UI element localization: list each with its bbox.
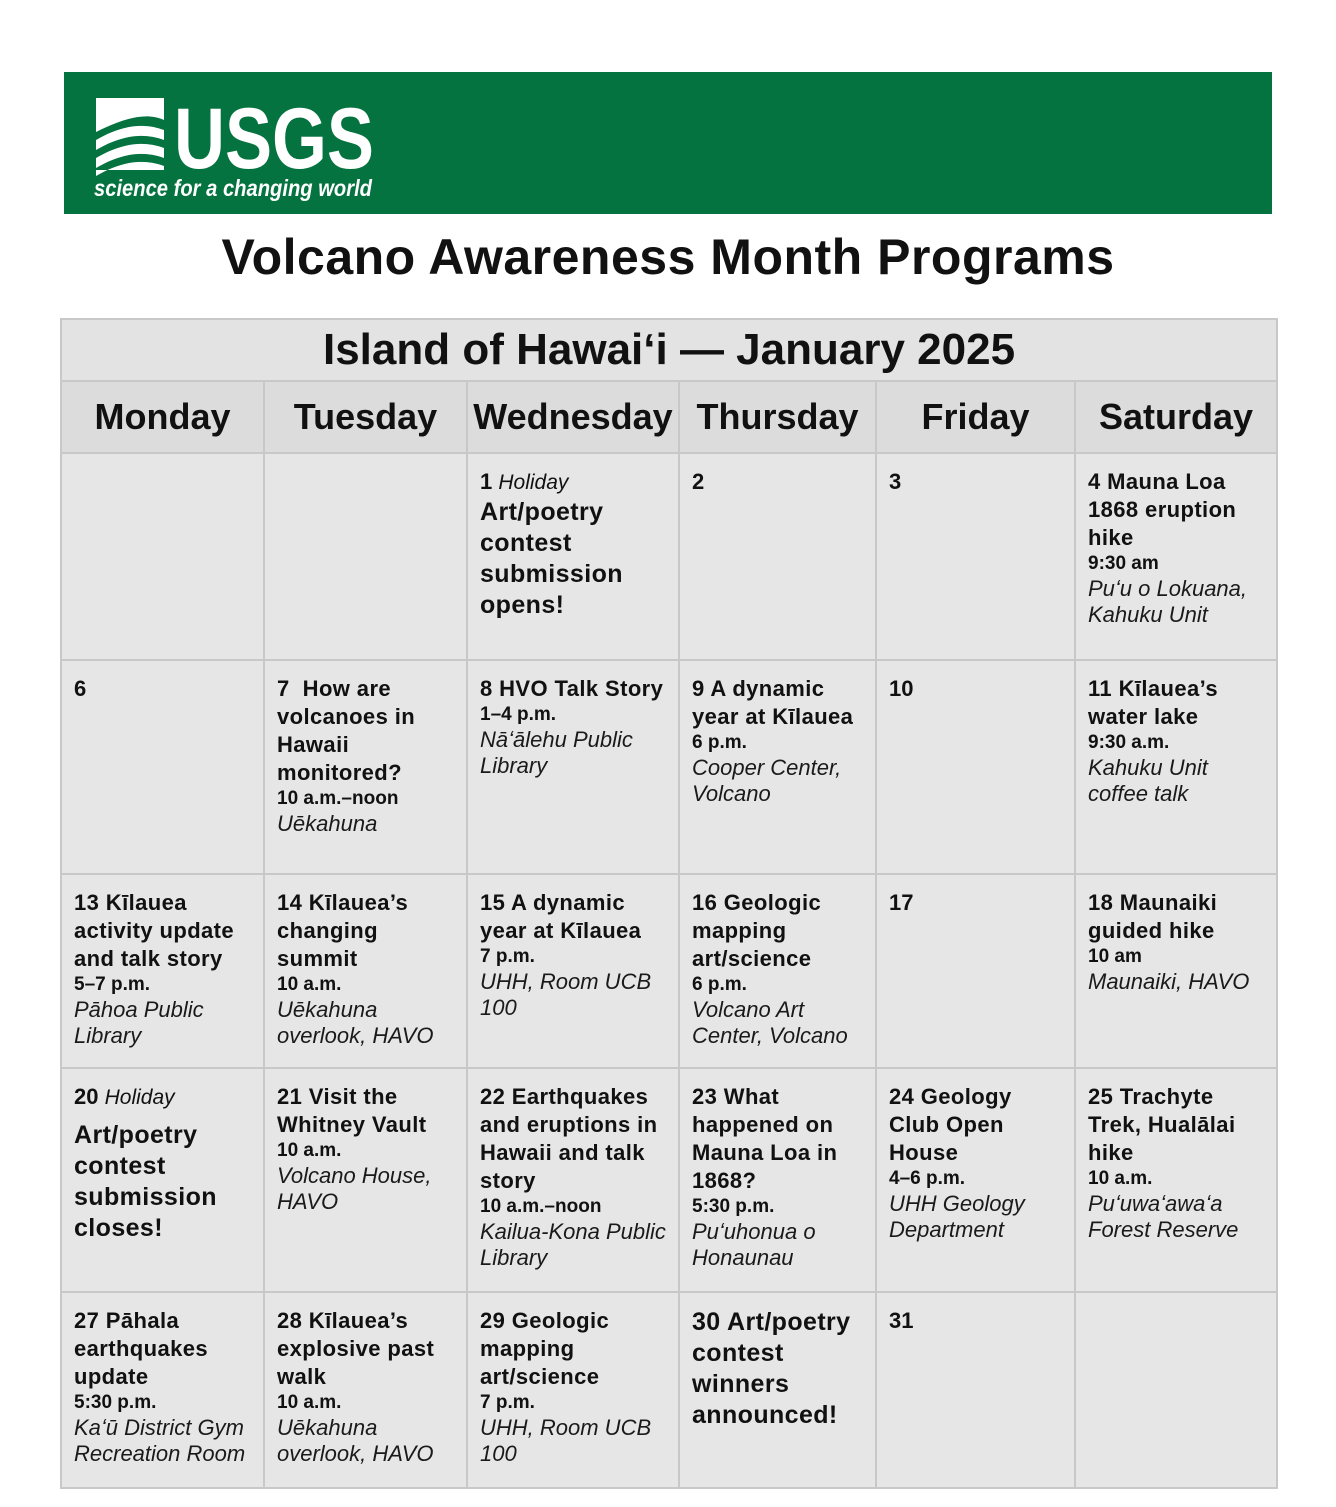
event-announcement: Art/poetry contest submission opens! [480, 498, 623, 619]
event-location: Puʻuhonua o Honaunau [692, 1219, 816, 1270]
event-location: Uēkahuna overlook, HAVO [277, 997, 434, 1048]
day-cell-30 [679, 1292, 876, 1488]
day-number: 2 [692, 469, 705, 494]
event-time: 4–6 p.m. [889, 1168, 966, 1189]
day-number: 17 [889, 890, 914, 915]
event-time: 5–7 p.m. [74, 974, 151, 995]
day-cell-1 [467, 453, 679, 660]
event-location: Volcano Art Center, Volcano [692, 997, 848, 1048]
day-cell-11 [1075, 660, 1277, 874]
event-title: 22 Earthquakes and eruptions in Hawaii and talk story [480, 1084, 658, 1193]
event-title: 23 What happened on Mauna Loa in 1868? [692, 1084, 838, 1193]
day-cell-8 [467, 660, 679, 874]
day-cell-10 [876, 660, 1075, 874]
usgs-logo-text: USGS [174, 94, 374, 187]
day-number: 20 [74, 1084, 99, 1109]
day-cell-9 [679, 660, 876, 874]
day-cell-25 [1075, 1068, 1277, 1292]
day-number: 31 [889, 1308, 914, 1333]
event-location: Cooper Center, Volcano [692, 755, 842, 806]
event-time: 10 a.m.–noon [277, 788, 399, 809]
event-time: 7 p.m. [480, 946, 535, 967]
day-cell-16 [679, 874, 876, 1068]
event-time: 10 a.m. [277, 1392, 342, 1413]
usgs-logo [94, 94, 384, 204]
event-location: Puʻuwaʻawaʻa Forest Reserve [1088, 1191, 1239, 1242]
usgs-tagline: science for a changing world [94, 175, 373, 201]
day-cell-13 [61, 874, 264, 1068]
event-title: 13 Kīlauea activity update and talk story [74, 890, 235, 971]
event-location: Maunaiki, HAVO [1088, 969, 1250, 994]
event-location: Kailua-Kona Public Library [480, 1219, 666, 1270]
weekday-saturday: Saturday [1075, 381, 1277, 453]
event-location: Kahuku Unit coffee talk [1088, 755, 1208, 806]
event-time: 7 p.m. [480, 1392, 535, 1413]
holiday-label: Holiday [104, 1086, 175, 1109]
day-cell-4 [1075, 453, 1277, 660]
event-title: 9 A dynamic year at Kīlauea [692, 676, 854, 729]
day-cell-6 [61, 660, 264, 874]
event-title: 27 Pāhala earthquakes update [74, 1308, 209, 1389]
day-cell-27 [61, 1292, 264, 1488]
weekday-monday: Monday [61, 381, 264, 453]
event-title: 15 A dynamic year at Kīlauea [480, 890, 642, 943]
weekday-wednesday: Wednesday [467, 381, 679, 453]
event-title: 24 Geology Club Open House [889, 1084, 1012, 1165]
event-location: Pāhoa Public Library [74, 997, 204, 1048]
event-time: 10 a.m. [1088, 1168, 1153, 1189]
day-cell-3 [876, 453, 1075, 660]
event-location: UHH Geology Department [889, 1191, 1025, 1242]
event-announcement: Art/poetry contest submission closes! [74, 1121, 217, 1242]
event-location: Uēkahuna [277, 811, 378, 836]
event-time: 6 p.m. [692, 974, 747, 995]
day-cell-14 [264, 874, 467, 1068]
day-cell-empty [1075, 1292, 1277, 1488]
holiday-label: Holiday [498, 471, 569, 494]
event-time: 9:30 am [1088, 553, 1159, 574]
day-cell-31 [876, 1292, 1075, 1488]
day-cell-20 [61, 1068, 264, 1292]
day-cell-18 [1075, 874, 1277, 1068]
event-title: 18 Maunaiki guided hike [1088, 890, 1218, 943]
day-cell-17 [876, 874, 1075, 1068]
event-title: 16 Geologic mapping art/science [692, 890, 822, 971]
day-cell-21 [264, 1068, 467, 1292]
event-title: 25 Trachyte Trek, Hualālai hike [1088, 1084, 1236, 1165]
calendar-table [60, 318, 1278, 1489]
event-title: 8 HVO Talk Story [480, 676, 664, 701]
event-time: 10 a.m. [277, 974, 342, 995]
day-cell-2 [679, 453, 876, 660]
day-cell-empty [264, 453, 467, 660]
event-location: Volcano House, HAVO [277, 1163, 432, 1214]
page-title: Volcano Awareness Month Programs [221, 229, 1115, 285]
event-time: 9:30 a.m. [1088, 732, 1170, 753]
event-title: 21 Visit the Whitney Vault [277, 1084, 427, 1137]
day-number: 10 [889, 676, 914, 701]
event-location: Puʻu o Lokuana, Kahuku Unit [1088, 576, 1248, 627]
event-location: UHH, Room UCB 100 [480, 1415, 652, 1466]
day-cell-28 [264, 1292, 467, 1488]
event-location: UHH, Room UCB 100 [480, 969, 652, 1020]
event-time: 10 am [1088, 946, 1142, 967]
event-announcement: 30 Art/poetry contest winners announced! [692, 1308, 851, 1429]
weekday-friday: Friday [876, 381, 1075, 453]
event-time: 5:30 p.m. [692, 1196, 775, 1217]
event-location: Uēkahuna overlook, HAVO [277, 1415, 434, 1466]
usgs-banner [64, 72, 1272, 214]
event-time: 5:30 p.m. [74, 1392, 157, 1413]
event-time: 10 a.m.–noon [480, 1196, 602, 1217]
day-number: 6 [74, 676, 87, 701]
event-time: 1–4 p.m. [480, 704, 557, 725]
day-cell-29 [467, 1292, 679, 1488]
event-title: 7 How are volcanoes in Hawaii monitored? [277, 676, 422, 785]
day-cell-empty [61, 453, 264, 660]
day-number: 3 [889, 469, 902, 494]
day-cell-23 [679, 1068, 876, 1292]
event-location: Kaʻū District Gym Recreation Room [74, 1415, 246, 1466]
event-time: 10 a.m. [277, 1140, 342, 1161]
calendar-heading: Island of Hawaiʻi — January 2025 [61, 319, 1277, 381]
weekday-thursday: Thursday [679, 381, 876, 453]
event-location: Nāʻālehu Public Library [480, 727, 633, 778]
day-cell-15 [467, 874, 679, 1068]
event-title: 14 Kīlauea’s changing summit [277, 890, 409, 971]
weekday-tuesday: Tuesday [264, 381, 467, 453]
day-cell-22 [467, 1068, 679, 1292]
event-title: 4 Mauna Loa 1868 eruption hike [1088, 469, 1237, 550]
event-time: 6 p.m. [692, 732, 747, 753]
day-cell-7 [264, 660, 467, 874]
day-cell-24 [876, 1068, 1075, 1292]
event-title: 11 Kīlauea’s water lake [1088, 676, 1218, 729]
day-number: 1 [480, 469, 493, 494]
event-title: 28 Kīlauea’s explosive past walk [277, 1308, 435, 1389]
event-title: 29 Geologic mapping art/science [480, 1308, 610, 1389]
